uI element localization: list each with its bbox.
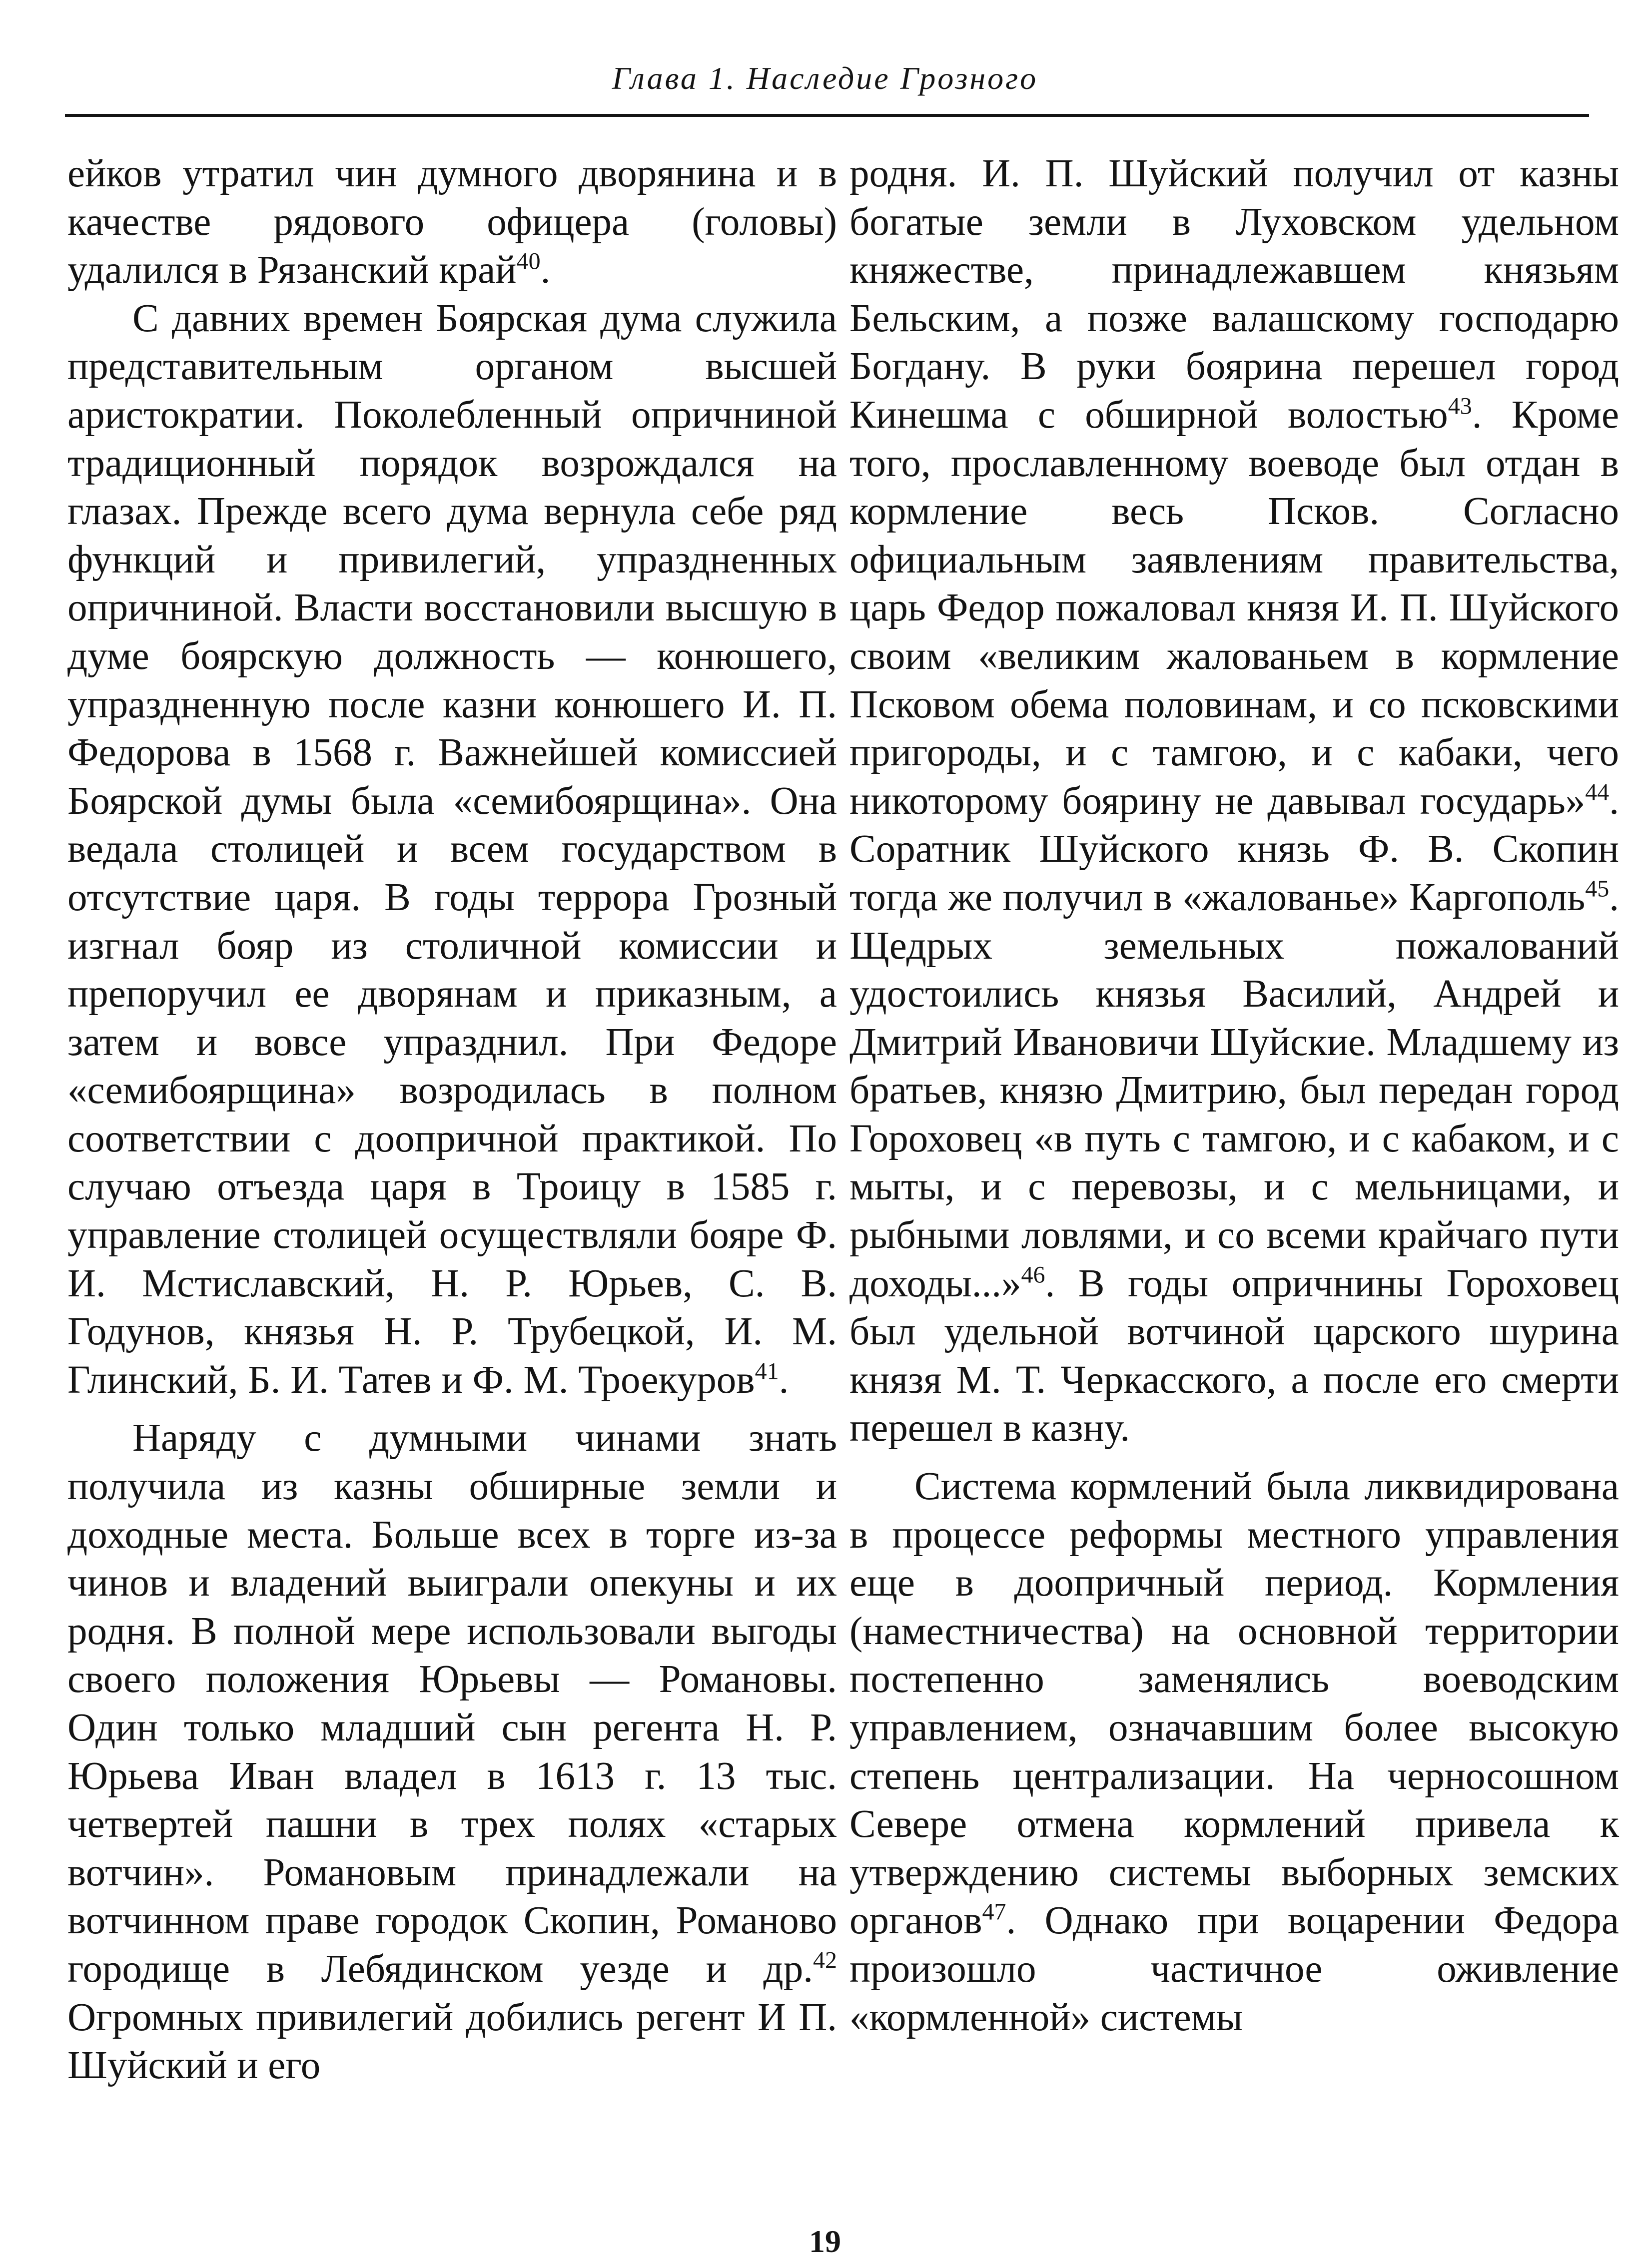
paragraph-text: Огромных привилегий добились регент И П. Шуйский и его: [67, 1995, 837, 2088]
paragraph-text: Наряду с думными чинами знать получила из казны обширные земли и доходные места. Больше всех в торге из-за чинов и владений выиграли опекуны и их родня. В полной мере использовали выгоды своего положения Юрьевы — Романовы. Один только младший сын регента Н. Р. Юрьева Иван владел в 1613 г. 13 тыс. четвертей пашни в трех полях «старых вотчин». Романовым принадлежали на вотчинном праве городок Скопин, Романово городище в Лебядинском уезде и др.: [67, 1416, 837, 1991]
footnote-ref: 42: [813, 1947, 837, 1974]
paragraph: [849, 1463, 1619, 2042]
paragraph: [67, 295, 837, 1405]
paragraph-continued: [849, 150, 1619, 1453]
paragraph-text: . Соратник Шуйского князь Ф. В. Скопин тогда же получил в «жалованье» Каргополь: [849, 779, 1619, 919]
paragraph-text: ейков утратил чин думного дворянина и в качестве рядового офицера (головы) удалился в Рязанский край: [67, 152, 837, 292]
footnote-ref: 46: [1021, 1261, 1045, 1288]
paragraph-text: . В годы опричнины Гороховец был удельной вотчиной царского шурина князя М. Т. Черкасского, а после его смерти перешел в казну.: [849, 1261, 1619, 1450]
paragraph-text: Система кормлений была ликвидирована в процессе реформы местного управления еще в доопричный период. Кормления (наместничества) на основной территории постепенно заменялись воеводским управлением, означавшим более высокую степень централизации. На черносошном Севере отмена кормлений привела к утверждению системы выборных земских органов: [849, 1465, 1619, 1943]
footnote-ref: 43: [1448, 393, 1472, 420]
page-number: 19: [809, 2224, 841, 2259]
footnote-ref: 41: [755, 1358, 779, 1385]
right-column: [849, 150, 1619, 2042]
footnote-ref: 44: [1585, 779, 1610, 806]
header-rule: [65, 114, 1589, 117]
footnote-ref: 40: [516, 248, 541, 275]
paragraph-text: . Кроме того, прославленному воеводе был отдан в кормление весь Псков. Согласно официальным заявлениям правительства, царь Федор пожаловал князя И. П. Шуйского своим «великим жалованьем в кормление Псковом обема половинам, и со псковскими пригороды, и с тамгою, и с кабаки, чего никоторому боярину не давывал государь»: [849, 393, 1620, 823]
running-header: Глава 1. Наследие Грозного: [612, 60, 1038, 96]
paragraph-continued: [67, 150, 837, 295]
paragraph-text: .: [779, 1358, 789, 1402]
paragraph-text: .: [540, 248, 551, 292]
paragraph-text: . Однако при воцарении Федора произошло частичное оживление «кормленной» системы: [849, 1899, 1619, 2039]
footnote-ref: 45: [1585, 875, 1610, 902]
left-column: [67, 150, 837, 2090]
paragraph-text: родня. И. П. Шуйский получил от казны богатые земли в Луховском удельном княжестве, принадлежавшем князьям Бельским, а позже валашскому господарю Богдану. В руки боярина перешел город Кинешма с обширной волостью: [849, 152, 1619, 437]
paragraph: [67, 1414, 837, 2090]
footnote-ref: 47: [982, 1899, 1006, 1926]
paragraph-text: С давних времен Боярская дума служила представительным органом высшей аристократии. Поколебленный опричниной традиционный порядок возрождался на глазах. Прежде всего дума вернула себе ряд функций и привилегий, упраздненных опричниной. Власти восстановили высшую в думе боярскую должность — конюшего, упраздненную после казни конюшего И. П. Федорова в 1568 г. Важнейшей комиссией Боярской думы была «семибоярщина». Она ведала столицей и всем государством в отсутствие царя. В годы террора Грозный изгнал бояр из столичной комиссии и препоручил ее дворянам и приказным, а затем и вовсе упразднил. При Федоре «семибоярщина» возродилась в полном соответствии с доопричной практикой. По случаю отъезда царя в Троицу в 1585 г. управление столицей осуществляли бояре Ф. И. Мстиславский, Н. Р. Юрьев, С. В. Годунов, князья Н. Р. Трубецкой, И. М. Глинский, Б. И. Татев и Ф. М. Троекуров: [67, 296, 837, 1402]
paragraph-text: . Щедрых земельных пожалований удостоились князья Василий, Андрей и Дмитрий Ивановичи Шуйские. Младшему из братьев, князю Дмитрию, был передан город Гороховец «в путь с тамгою, и с кабаком, и с мыты, и с перевозы, и с мельницами, и рыбными ловлями, и со всеми крайчаго пути доходы...»: [849, 875, 1619, 1305]
